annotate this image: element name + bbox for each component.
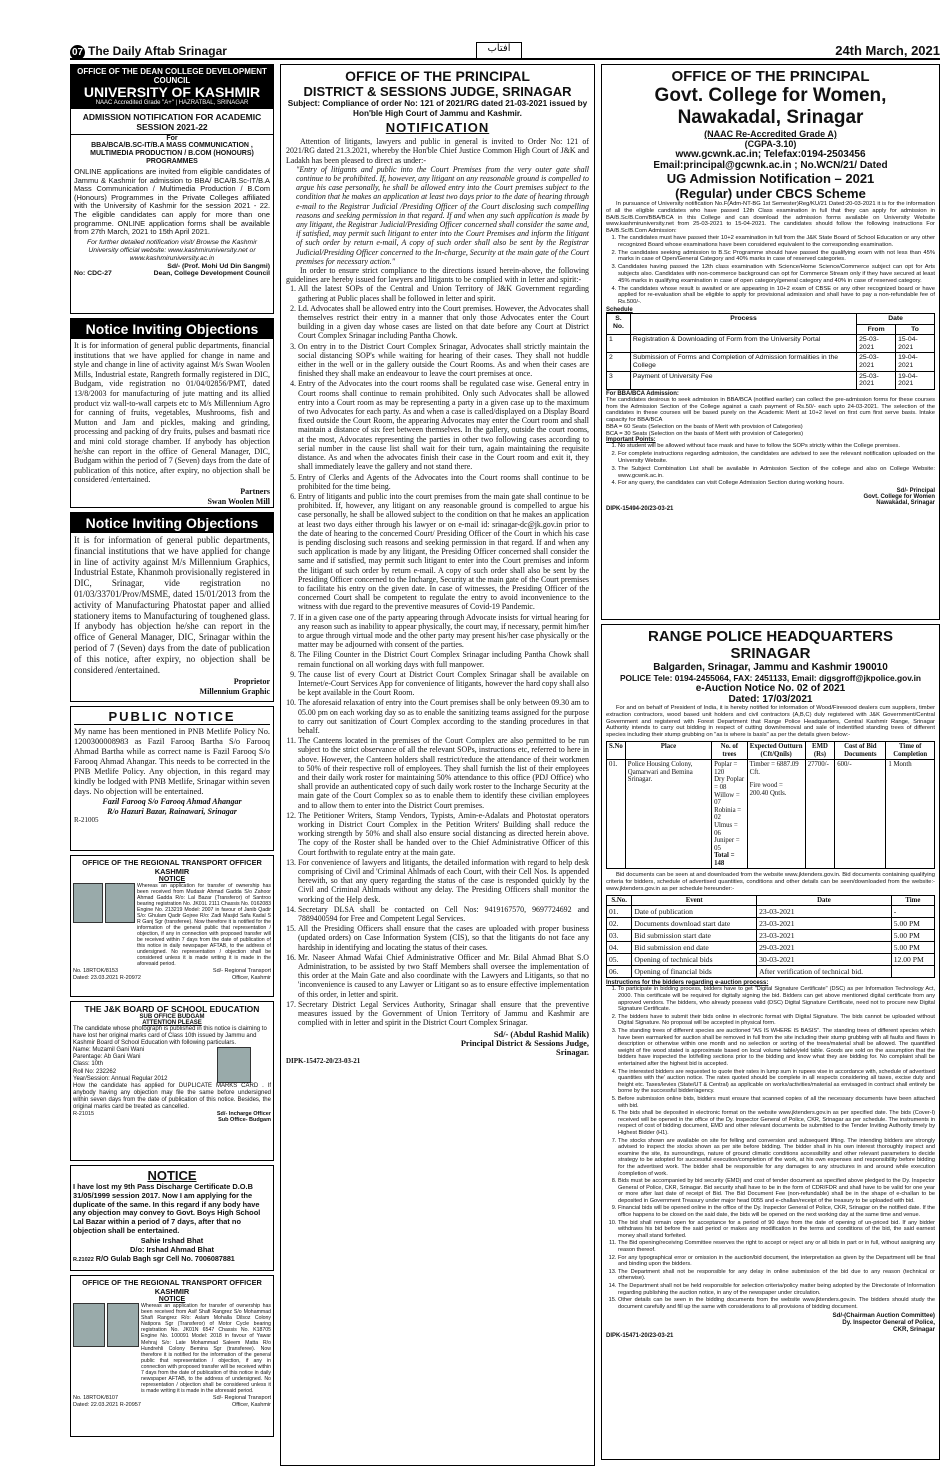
gcw-bba-label: For BBA/BCA Admission: — [606, 390, 679, 397]
judge-guideline-item: 11. The Canteens located in the premises of the Court Complex are also permitted to be run subject to the strict observance of all the relevant SOPs, instructions etc, referred to here in above. However, the Canteen holders shall restrict/reduce the attendance of their workmen to 50% of their respective roll of employees. They shall furnish the list of their employees and their daily work roster for maintaining 50% attendance to this office (PDJ Office) who shall provide an authenticated copy of such daily work roster to the Incharge Security at the main gate of the Court Complex so as to enable them to identify these civilian employees and to allow them to enter into the District Court premises. — [298, 736, 589, 810]
table-cell: 25-03-2021 — [857, 353, 896, 371]
jkbose-sub2: ATTENTION PLEASE — [142, 1020, 202, 1026]
notice-r: R.21022 — [73, 1256, 94, 1263]
police-instruction-item: 12. For any typographical error or omission in the auction/bid document, the interpretation as given by the Department will be final and binding upon the bidders. — [618, 1255, 935, 1268]
judge-notification — [280, 64, 595, 1466]
judge-dipk: DIPK-15472-20/23-03-21 — [286, 1057, 361, 1066]
obj1-sign1: Partners — [240, 486, 270, 496]
police-auction-no: e-Auction Notice No. 02 of 2021 — [695, 683, 846, 694]
gcw-instruction-item: 3. Candidates having passed the 12th class examination with Science/Home Science/Commerce subject can opt for Arts subjects also. Candidates with non-commerce background can opt for Commerce Stream only if they have secured at least 45% marks in qualifying examination in case of open category/general category and 40% in case of reserved category. — [618, 264, 935, 284]
police-auction-notice — [601, 624, 940, 1460]
police-serial: 01. — [607, 760, 626, 869]
table-cell: Bid submission end date — [632, 942, 757, 954]
table-header: Time — [891, 895, 934, 906]
owner-photo — [107, 1303, 139, 1347]
police-bid-info: Bid documents can be seen at and downloaded from the website www.jktenders.gov.in. Bid documents containing qualifying criteria for bidders, schedule of advertised quantities, conditions and other details can be seen/downloaded from the website:- www.jktenders.gov.in as per schedule hereunder:- — [606, 872, 935, 893]
police-outturn-timber: Timber = 6887.09 Cft. — [749, 761, 799, 776]
notice-name: Sahie Irshad Bhat — [140, 1235, 204, 1245]
table-cell: 5.00 PM — [891, 942, 934, 954]
table-header: EMD (Rs) — [805, 741, 835, 759]
gcw-h1: OFFICE OF THE PRINCIPAL — [671, 68, 870, 85]
gcw-important-item: 3. The Subject Combination List shall be available in Admission Section of the college and also on College Website: www.gcwnk.ac.in. — [618, 466, 935, 480]
table-cell: 25-03-2021 — [857, 371, 896, 389]
judge-subject: Subject: Compliance of order No: 121 of 2021/RG dated 21-03-2021 issued by Hon'ble High Court of Jammu and Kashmir. — [287, 99, 588, 118]
public-notice — [70, 706, 274, 851]
table-cell: 30-03-2021 — [757, 954, 892, 966]
police-instruction-item: 10. The bid shall remain open for acceptance for a period of 90 days from the date of opening of un-priced bid. If any bidder withdraws his bid before the said period or makes any modification in the terms and conditions of the bid, the said earnest money shall stand forfeited. — [618, 1220, 935, 1240]
police-instruction-item: 9. Financial bids will be opened online in the office of the Dy. Inspector General of Police, CKR, Srinagar on the notified date. If the office happens to be closed on the said date, the bids will be opened on the next working day at the same time and venue. — [618, 1205, 935, 1218]
table-cell: Bid submission start date — [632, 930, 757, 942]
tree-count: Dry Poplar = 08 — [714, 776, 745, 791]
judge-intro: Attention of litigants, lawyers and public in general is invited to Order No: 121 of 2021/RG dated 21.3.2021, whereby the Hon'ble Chief Justice Common High Court of J&K and Ladakh has been pleased to direct as under:- — [286, 137, 589, 165]
table-cell: Submission of Forms and Completion of Admission formalities in the College — [630, 353, 856, 371]
police-emd: 27700/- — [805, 760, 835, 869]
kashmir-university-ad — [70, 64, 274, 314]
newspaper-logo: آفتاب — [476, 42, 522, 59]
judge-guideline-item: 15. All the Presiding Officers shall ensure that the cases are uploaded with proper business (updated orders) on Case Information System (CIS), so that the litigants do not face any hardship in identifying and locating the status of their cases. — [298, 924, 589, 952]
judge-guideline-item: 17. Secretary District Legal Services Authority, Srinagar shall ensure that the preventive measures issued by the Government of Union Territory of Jammu and Kashmir are complied with in letter and spirit in the District Court Complex Srinagar. — [298, 1000, 589, 1028]
police-total: Total = 148 — [714, 852, 735, 867]
police-sign1: Sd/-(Chairman Auction Committee) — [832, 1312, 935, 1320]
table-cell: 5.00 PM — [891, 918, 934, 930]
obj1-body: It is for information of general public departments, financial institutions that we have applied for change in name and style and change in line of activity against M/s Swan Woolen Mills, Industrial estate, Rangreth formally registered in DIC, Budgam, vide registration no 01/04/02856/PMT, dated 13/8/2003 for manufacturing of jute matting and its allied product viz wall-to-wall carpets etc to M/s Millennium Agro for canning of fruits, vegetables, Mushrooms, fish and Mutton and Jam and pickles, making and grinding, processing and packing of dry fruits, pulses and basmati rice and mini cold storage chamber. If anybody has objection he/she can report in the office of General Manager, DIC, Budgam within the period of 7 (Seven) days from the date of publication of this notice, after expiry, no objection shall be considered /entertained. — [74, 341, 270, 485]
ku-dean-office: OFFICE OF THE DEAN COLLEGE DEVELOPMENT COUNCIL — [77, 67, 267, 85]
gcw-naac: (NAAC Re-Accredited Grade A) — [704, 129, 837, 139]
judge-intro2: In order to ensure strict compliance to the directions issued herein-above, the following guidelines are hereby issued for lawyers and litigants to be complied with in letter and spirit:- — [286, 266, 589, 285]
gcw-important-points — [606, 443, 935, 487]
judge-notification-title: NOTIFICATION — [385, 120, 490, 136]
ku-desig: Dean, College Development Council — [153, 269, 270, 277]
rto2-body: Whereas an application for transfer of ownership has been received from Asif Shafi Rangrez S/o Mohammad Shafi Rangrez R/o: Aslam Mohalla Dilsoz Colony Natipora Sgr (Transferor) of Motor Cycle bearing registration No. JK01N 6547 Chassis No. K18705 Engine No. 100091 Model: 2018 in favour of Yawar Mehraj S/o: Late Mohammad Saleem Matta R/o Hundrehli Colony Bemina Sgr (transferee). Now therefore it is notified for the information of the general public that representation / objection, if any in connection with proposed transfer will be received within 7 days from the date of publication of this notice in daily newspaper AFTAB, to the address of undersigned. No representation / objection shall be considered unless it is made writing it is made in the aforesaid period. — [141, 1303, 271, 1395]
objection-notice-1 — [70, 318, 274, 508]
jkbose-year: Year/Session: Annual Regular 2012 — [73, 1075, 168, 1082]
rto1-title: OFFICE OF THE REGIONAL TRANSPORT OFFICER KASHMIR — [82, 858, 262, 876]
public-no: R-21005 — [74, 816, 99, 825]
table-cell: 23-03-2021 — [757, 930, 892, 942]
notice-parent: D/o: Irshad Ahmad Bhat — [130, 1244, 214, 1254]
table-cell: Opening of technical bids — [632, 954, 757, 966]
police-instruction-item: 13. The Department shall not be responsible for any delay in online submission of the bid due to any reason (technical or otherwise). — [618, 1269, 935, 1282]
gcw-bba-text: The candidates desirous to seek admission in BBA/BCA (notified earlier) can collect the pre-admission forms for these courses from the Admission Section of the College against a cash payment of Rs.50/- each upto 24-03-2021. The selection of the candidates in these courses will be based purely on the Academic Merit at 10+2 level on first cum first serve basis. Intake capacity for BBA/BCA — [606, 396, 935, 424]
police-instruction-item: 5. Before submission online bids, bidders must ensure that scanned copies of all the necessary documents have been attached with bid. — [618, 1096, 935, 1109]
table-cell: 1 — [607, 335, 631, 353]
judge-guideline-item: 9. The cause list of every Court at District Court Complex Srinagar shall be available on Internet/e-Court Services App for convenience of litigants, however the hard copy shall also be kept available in the Court Room. — [298, 670, 589, 698]
judge-guideline-item: 10. The aforesaid relaxation of entry into the Court premises shall be only between 09.30 am to 05.00 pm on each working day so as to enable the sanitizing teams assigned for the purpose to carry out sanitization of Court Complex according to the standing procedures in that behalf. — [298, 698, 589, 735]
left-column — [70, 64, 274, 1466]
table-header: Time of Completion — [886, 741, 935, 759]
gcw-dipk: DIPK-15494-20/23-03-21 — [606, 506, 674, 513]
police-instruction-item: 8. Bids must be accompanied by bid security (EMD) and cost of tender document as specified above pledged to the Dy. Inspector General of Police, CKR, Srinagar. Bid security shall have to be in the form of CDR/FDR and shall have to be valid for one year or more after last date of receipt of Bid. The Bid Document Fee (non-refundable) shall be in the shape of e-challan to be deposited in Government Treasury under major head 0055 and e-challan/receipt of the treasury to be uploaded with bid. — [618, 1178, 935, 1204]
gcw-h3: Nawakadal, Srinagar — [677, 107, 864, 128]
police-time: 1 Month — [886, 760, 935, 869]
rto1-r: R-20972 — [119, 974, 141, 981]
judge-guideline-item: 3. On entry in to the District Court Complex Srinagar, Advocates shall strictly maintain the social distancing SOP's while waiting for hearing of their cases. They shall not huddle either in the well or in the gallery outside the Court Rooms. As and when their cases are finished they shall make an endeavour to leave the court premises at once. — [298, 342, 589, 379]
police-trees-table — [606, 741, 935, 870]
judge-guideline-item: 6. Entry of litigants and public into the court premises from the main gate shall continue to be prohibited. If, however, any litigant on any reasonable ground is compelled to argue his case personally, he shall be allowed subject to the condition on that he makes an application at least two days either through his lawyer or on e-mail id: srinagar-dc@jk.gov.in prior to the date of hearing to the concerned Court/ Presiding Officer of the Court in which his case is pending disclosing such reasons and seeking permission in that regard. If and when any such application is made by any litigant, the Presiding Officer concerned shall consider the same and if satisfied, may permit such litigant to enter into the Court premises and inform the litigant of such order by return e-mail. A copy of such order shall also be sent by the Presiding Officer concerned to the Incharge, Security at the main gate of the Court premises to facilitate his entry on the given date. In case of witnesses, the Presiding Officer of the concerned Court shall be competent to regulate the entry to avoid inconvenience to the witness with due regard to the preventive measures of Covid-19 Pandemic. — [298, 492, 589, 612]
table-header: Event — [632, 895, 757, 906]
table-header: Cost of Bid Documents — [835, 741, 886, 759]
table-cell: After verification of technical bid. — [757, 966, 892, 978]
notice-title: NOTICE — [147, 1168, 197, 1183]
table-cell: 02. — [607, 918, 632, 930]
rto2-sign1: Sd/- Regional Transport — [212, 1395, 271, 1402]
table-row — [607, 353, 935, 371]
gcw-admission-notice — [601, 64, 940, 620]
gcw-instruction-item: 1. The candidates must have passed their 10+2 examination in full from the J&K State Board of School Education or any other recognized Board whose examinations have been considered equivalent to the corresponding examination. — [618, 235, 935, 249]
table-cell: 12.00 PM — [891, 954, 934, 966]
judge-guideline-item: 14. Secretary DLSA shall be contacted on Cell Nos: 9419167570, 9697724692 and 7889400594 for Free and Competent Legal Services. — [298, 905, 589, 923]
gcw-th-process: Process — [630, 313, 856, 334]
masthead — [70, 44, 940, 60]
gcw-schedule-table — [606, 313, 935, 390]
table-row — [607, 371, 935, 389]
table-cell: 06. — [607, 966, 632, 978]
police-instruction-item: 2. The bidders have to submit their bids online in electronic format with Digital Signature. The bids cannot be uploaded without Digital Signature. No proposal will be accepted in physical form. — [618, 1014, 935, 1027]
table-cell: 15-04-2021 — [896, 335, 935, 353]
table-cell: 04. — [607, 942, 632, 954]
obj2-sign2: Millennium Graphic — [199, 686, 270, 696]
table-row — [607, 966, 935, 978]
rto2-r: R-20957 — [119, 1401, 141, 1408]
gcw-schedule-label: Schedule — [606, 306, 633, 313]
police-intro: For and on behalf of President of India, it is hereby notified for information of Wood/Firewood dealers cum suppliers, timber extraction contractors, wood based unit holders and civil contractors (A,B,C) duly registered with J&K Government/Central Government and registered with Forest Department that Range Police Headquarters, Central Kashmir Range, Srinagar Authority intends to carry out bidding in respect of cutting down/removal and sale of indentified standing trees of different species including their stump grubbing on "as is where is basis" as per the details given below:- — [606, 705, 935, 739]
table-cell: Registration & Downloading of Form from the University Portal — [630, 335, 856, 353]
table-cell: Payment of University Fee — [630, 371, 856, 389]
police-sign2: Dy. Inspector General of Police, — [842, 1319, 935, 1327]
gcw-th-date: Date — [857, 313, 935, 324]
ku-naac: NAAC Accredited Grade "A+" | HAZRATBAL, SRINAGAR — [95, 100, 249, 106]
table-cell: 2 — [607, 353, 631, 371]
rto2-no: No. 18RTOK/8107 — [73, 1395, 119, 1402]
rto-notice-2 — [70, 1275, 274, 1437]
table-cell: Documents download start date — [632, 918, 757, 930]
rto2-sign2: Officer, Kashmir — [231, 1401, 271, 1408]
police-instruction-item: 15. Other details can be seen in the bidding documents from the website www.jktenders.gov.in. The bidders should study the document carefully and fill up the same with considerations to all provisions of bidding document. — [618, 1297, 935, 1310]
judge-guideline-item: 16. Mr. Naseer Ahmad Wafai Chief Administrative Officer and Mr. Bilal Ahmad Bhat S.O Administration, to be assisted by two Staff Members shall oversee the implementation of this order at the Main Gate and also coordinate with the Lawyers and Litigants, so that no 'inconvenience is caused to any Lawyer or Litigant so as to ensure effective implementation of this order, in letter and spirit. — [298, 953, 589, 999]
gcw-instruction-item: 2. The candidates seeking admission to B.Sc Programme should have passed the qualifying exam with not less than 45% marks in case of Open/General Category and 40% marks in case of reserved categories. — [618, 250, 935, 264]
owner-photo — [105, 883, 135, 923]
table-cell: Opening of financial bids — [632, 966, 757, 978]
ku-title: ADMISSION NOTIFICATION FOR ACADEMIC SESSION 2021-22 — [71, 112, 273, 135]
police-instructions — [606, 986, 935, 1310]
gcw-cgpa: (CGPA-3.10) — [744, 139, 797, 149]
gcw-instructions — [606, 235, 935, 306]
obj1-title: Notice Inviting Objections — [71, 319, 273, 339]
rto1-sub: NOTICE — [158, 876, 186, 883]
obj2-title: Notice Inviting Objections — [71, 513, 273, 533]
table-cell: 23-03-2021 — [757, 918, 892, 930]
gcw-bba-seats: BBA = 60 Seats (Selection on the basis of Merit with provision of Categories) — [606, 423, 803, 430]
gcw-sign2: Govt. College for Women — [863, 494, 935, 501]
gcw-email: Email:principal@gcwnk.ac.in ; No.WCN/21/ Dated — [653, 160, 888, 171]
table-cell: 5.00 PM — [891, 930, 934, 942]
gcw-th-to: To — [896, 324, 935, 335]
jkbose-title: THE J&K BOARD OF SCHOOL EDUCATION — [84, 1004, 260, 1014]
police-instruction-item: 11. The Bid opening/receiving Committee reserves the right to accept or reject any or all bids in part or in full, without assigning any reason thereof. — [618, 1240, 935, 1253]
table-row — [607, 918, 935, 930]
ku-no: No: CDC-27 — [74, 269, 112, 277]
table-header: No. of trees — [712, 741, 748, 759]
ku-body: ONLINE applications are invited from eligible candidates of Jammu & Kashmir for admission to BBA/ BCA/B.Sc-IT/B.A Mass Communication / Multimedia Production / B.Com (Honours) Programmes in the Private Colleges affiliated with the University of Kashmir for the session 2021 - 22. The eligible candidates can apply for more than one programme. ONLINE application forms shall be available from 27th March, 2021 to 15th April 2021. — [74, 167, 270, 237]
jkbose-class: Class: 10th — [73, 1061, 104, 1068]
judge-sign1: Sd/- (Abdul Rashid Malik) — [493, 1030, 589, 1040]
gcw-th-sno: S. No. — [607, 313, 631, 334]
rto1-body: Whereas an application for transfer of ownership has been received from Mudasir Ahmad Gadda S/o Zahoor Ahmad Gadda R/o: Lal Bazar (Transferor) of Santroo bearing registration No. JK01L 2111 Chassis No. 0162083 Engine No. 213219 Model: 2007 in favour of Janib Qadir S/o: Ghulam Qadir Gojree R/o: Zadi Masjid Safa Kadal S R Ganj Sgr (transferee). Now therefore it is notified for the information of the general public that representation / objection, if any in connection with proposed transfer will be received within 7 days from the date of publication of this notice in daily newspaper AFTAB, to the address of undersigned. No representation / objection shall be considered unless it is made writing it is made in the aforesaid period. — [137, 883, 271, 967]
police-instruction-item: 6. The bids shall be deposited in electronic format on the website www.jktenders.gov.in as per specified date. The bids (Cover-I) received will be opened in the office of the Dy. Inspector General of Police, CKR, Srinagar as per schedule. The instruments in respect of cost of bidding document, EMD and other relevant documents be submitted to the Tender Inviting Authority timely by Highest Bidder (H1). — [618, 1110, 935, 1136]
jkbose-name: Name: Muzamil Gani Wani — [73, 1047, 145, 1053]
gcw-important-item: 2. For complete instructions regarding admission, the candidates are advised to see the relevant notification uploaded on the University Website. — [618, 451, 935, 465]
jkbose-sub1: SUB OFFICE BUDGAM — [139, 1014, 205, 1020]
police-instruction-item: 14. The Department shall not be held responsible for selection criteria/policy matter being adopted by the Directorate of Information regarding publishing the auction notice, in any of the newspaper under circulation. — [618, 1283, 935, 1296]
judge-guidelines — [286, 284, 589, 1027]
judge-guideline-item: 13. For convenience of lawyers and litigants, the detailed information with regard to help desk comprising of Civil and 'Criminal Ahlmads of each Court, with their Cell Nos. Is appended herewith, so that any query regarding the status of the case is responded quickly by the Civil and Criminal Ahlmads without any delay. The Presiding Officers shall monitor the working of the Help desk. — [298, 858, 589, 904]
public-body: My name has been mentioned in PNB Metlife Policy No. 1200300008983 as Fazil Farooq Bartha S/o Farooq Ahmad Bartha while as correct name is Fazil Farooq S/o Farooq Ahmad Ahangar. This needs to be corrected in the PNB Metlife Policy. Any objection, in this regard may kindly be lodged with PNB Metlife, Srinagar within seven days. No objection will be entertained. — [74, 727, 270, 796]
tree-count: Robinia = 02 — [714, 806, 742, 822]
judge-quote: "Entry of litigants and public into the Court Premises from the very outer gate shall continue to be prohibited. If, however, any litigant on any reasonable ground is compelled to argue his case personally, he shall be allowed entry into the Court premises subject to the condition that he makes an application at least two days prior to the date of hearing through e-mail to the Registrar Judicial /Presiding Officer of the Court disclosing such compelling reasons and seeking permission in that regard. If and when any such application is made by any litigant, the Registrar Judicial/Presiding Officer concerned shall consider the same and, if satisfied, may permit such litigant to enter into the Court Premises and inform the litigant of such order by return e-mail, A copy of such order shall also be sent by the Registrar Judicial/Presiding Officer concerned to the In-charge, Security at the main gate of the Court premises for necessary action." — [296, 164, 589, 266]
tree-count: Poplar = 120 — [714, 761, 738, 776]
rto1-no: No. 18RTOK/8153 — [73, 968, 119, 974]
ku-sign: Sd/- (Prof. Mohi Ud Din Sangmi) — [167, 262, 270, 270]
rto1-sign1: Sd/- Regional Transport — [212, 968, 271, 974]
table-cell: 03. — [607, 930, 632, 942]
public-title: PUBLIC NOTICE — [74, 709, 270, 725]
table-cell — [891, 966, 934, 978]
judge-h2: DISTRICT & SESSIONS JUDGE, SRINAGAR — [303, 84, 572, 99]
issue-date: 24th March, 2021 — [835, 43, 940, 58]
gcw-th-from: From — [857, 324, 896, 335]
gcw-imp-label: Important Points: — [606, 437, 656, 444]
lost-certificate-notice — [70, 1165, 274, 1271]
jkbose-r: R-21015 — [73, 1111, 95, 1118]
police-h1: RANGE POLICE HEADQUARTERS SRINAGAR — [647, 628, 894, 662]
gcw-instruction-item: 4. The candidates whose result is awaited or are appearing in 10+2 exam of CBSE or any other recognized board or have applied for re-evaluation shall be eligible to apply for provisional admission and shall have to pay a non-refundable fee of Rs.500/-. — [618, 286, 935, 306]
gcw-ug2: (Regular) under CBCS Scheme — [675, 186, 866, 201]
rto-notice-1 — [70, 855, 274, 997]
police-dipk: DIPK-15471-20/23-03-21 — [606, 1333, 674, 1340]
police-instruction-item: 4. The interested bidders are requested to quote their rates in lump sum in rupees vise in accordance with, schedule of advertised quantities with the' auction notice. The rates quoted should be complete in all respects considering all taxes, excise duty and freight etc. Taxes/levies (State/UT & Central) as applicable on works/activities/material as envisaged in contract shall entirely be borne by the successful bidder/agency. — [618, 1069, 935, 1095]
objection-notice-2 — [70, 512, 274, 702]
police-h2: Balgarden, Srinagar, Jammu and Kashmir 190010 — [653, 662, 888, 673]
gcw-intro: In pursuance of University notification No.F(Adm-NT-BG 1st Semester)Reg/KU/21 Dated:20-03-2021 it is for the information of all the eligible candidates who have passed 12th Class examination in full that they can apply for admission in BA/B.Sc/B.Com/BBA/BCA in this College and can download the admission forms available on University Website www.kashmiruniversity.net from 25-03-2021 to 15-04-2021. The candidates should follow the following instructions For BA/B.Sc/B.Com Admission: — [606, 201, 935, 235]
rto1-sign2: Officer, Kashmir — [231, 974, 271, 981]
owner-photo — [73, 883, 103, 923]
gcw-bca-seats: BCA = 30 Seats (Selection on the basis of Merit with provision of Categories) — [606, 430, 804, 437]
table-header: S.No. — [607, 895, 632, 906]
police-instructions-label: Instructions for the bidders regarding e-auction process: — [606, 980, 769, 987]
judge-sign3: Srinagar. — [556, 1048, 589, 1058]
judge-guideline-item: 12. The Petitioner Writers, Stamp Vendors, Typists, Amin-e-Adalats and Photostat operators working in District Court Complex in the Petition Writers' Building shall reduce the working strength by 50% and shall also ensure social distancing as directed herein above. The copy of the Roster shall be handed over to the Chief Administrative Officer of this Court forthwith to regulate entry at the main gate. — [298, 811, 589, 857]
police-instruction-item: 3. The standing trees of different species are auctioned "AS IS WHERE IS BASIS". The standing trees of different species which have been earmarked for auction shall be removed in full from the site including their stump grubbing with all faults and flaws in description or otherwise within one month and no selection or sorting of the trees/material shall be allowed. The quantified weight of fire wood stated is approximate based on local volume table/yield table. Goods are sold on the assumption that the bidders have inspected the lot/felling sections prior to the bidding and know what they are bidding for. No complaint shall be entertained after the highest bid is accepted. — [618, 1028, 935, 1068]
jkbose-body2: How the candidate has applied for DUPLICATE MARKS CARD . If anybody having any objection may file the same before undersigned within seven days from the date of publication of this notice. Besides, the original marks card be treated as cancelled. — [73, 1083, 271, 1111]
table-cell: 01. — [607, 906, 632, 918]
notice-address: R/O Gulab Bagh sgr Cell No. 7006087881 — [95, 1253, 235, 1263]
rto2-dated: Dated: 22.03.2021 — [73, 1401, 119, 1408]
table-row — [607, 335, 935, 353]
judge-guideline-item: 1. All the latest SOPs of the Central and Union Territory of J&K Government regarding gathering at Public places shall be followed in letter and spirit. — [298, 284, 589, 302]
police-tel: POLICE Tele: 0194-2455064, FAX: 2451133, Email: digsgroff@jkpolice.gov.in — [619, 673, 922, 683]
rto1-dated: Dated: 23.03.2021 — [73, 974, 119, 981]
police-instruction-item: 1. To participate in bidding process, bidders have to get "Digital Signature Certificate" (DSC) as per Information Technology Act, 2000. This certificate will be required for digitally signing the bid. Bidders can get above mentioned digital certificate from any approved vendors. The bidders, who already possess valid (DSC) Digital Signature Certificate, need not to procure new Digital Signature Certificate. — [618, 986, 935, 1012]
judge-sign2: Principal District & Sessions Judge, — [460, 1039, 589, 1049]
jkbose-body: The candidate whose photograph is published in this notice is claiming to have lost her original marks card of Class 10th issued by Jammu and Kashmir Board of School Education with following particulars. — [73, 1026, 267, 1046]
table-header: Date — [757, 895, 892, 906]
public-sign1: Fazil Farooq S/o Farooq Ahmad Ahangar — [102, 797, 242, 806]
owner-photo — [73, 1303, 105, 1347]
judge-guideline-item: 5. Entry of Clerks and Agents of the Advocates into the Court rooms shall continue to be prohibited for the time being. — [298, 473, 589, 491]
jkbose-sign2: Sub Office- Budgam — [218, 1117, 271, 1124]
table-cell: 05. — [607, 954, 632, 966]
police-place: Police Housing Colony, Qamarwari and Bemina Srinagar. — [625, 760, 711, 869]
tree-count: Juniper = 05 — [714, 837, 740, 852]
tree-count: Willow = 07 — [714, 791, 740, 807]
table-cell: 19-04-2021 — [896, 353, 935, 371]
police-instruction-item: 7. The stocks shown are available on site for felling and conversion and subsequent lifting. The intending bidders are strongly advised to inspect the stocks shown as per site before bidding. The bidder shall in his own interest thoroughly inspect and examine the site, its surroundings, nature of ground climatic conditions accessibility and other relevant parameters to decide strategy to be adopted for successful execution/completion of the work, at his own expenses and responsibility before bidding for the advertised work. The bidder shall be responsible for any damages to any structures in and around while execution /completion of work. — [618, 1138, 935, 1178]
gcw-web: www.gcwnk.ac.in; Telefax:0194-2503456 — [675, 149, 866, 160]
table-header: Expected Outturn (Cft/Qnils) — [747, 741, 805, 759]
gcw-ug1: UG Admission Notification – 2021 — [666, 171, 875, 186]
table-header: Place — [625, 741, 711, 759]
gcw-sign3: Nawakadal, Srinagar — [876, 500, 935, 507]
gcw-important-item: 4. For any query, the candidates can visit College Admission Section during working hours. — [618, 480, 935, 487]
jkbose-sign1: Sd/- Incharge Officer — [216, 1111, 271, 1118]
table-row — [607, 942, 935, 954]
obj1-sign2: Swan Woolen Mill — [207, 496, 270, 506]
table-cell: 23-03-2021 — [757, 906, 892, 918]
public-sign2: R/o Hazuri Bazar, Rainawari, Srinagar — [107, 806, 237, 816]
notice-body: I have lost my 9th Pass Discharge Certificate D.O.B 31/05/1999 session 2017. Now I am applying for the duplicate of the same. In this regard if any body have any objection may convey to Govt. Boys High School Lal Bazar within a period of 7 days, after that no objection shall be entertained. — [73, 1182, 261, 1235]
table-cell: 25-03-2021 — [857, 335, 896, 353]
table-cell: 3 — [607, 371, 631, 389]
ku-visit: For further detailed notification visit/ Browse the Kashmir University official website: www.kashmiruniversity.net or www.kashmiruniversity.ac.in — [87, 238, 257, 262]
gcw-important-item: 1. No student will be allowed without face mask and have to follow the SOPs strictly within the College premises. — [618, 443, 935, 450]
gcw-h2: Govt. College for Women, — [654, 85, 887, 106]
page-number: 07 The Daily Aftab Srinagar — [71, 44, 227, 58]
table-cell: Date of publication — [632, 906, 757, 918]
ku-courses: BBA/BCA/B.SC-IT/B.A MASS COMMUNICATION , MULTIMEDIA PRODUCTION / B.COM (HONOURS) PROGRAMMES — [90, 142, 254, 165]
rto2-sub: NOTICE — [158, 1296, 186, 1303]
jkbose-parentage: Parentage: Ab Gani Wani — [73, 1054, 141, 1061]
right-column — [601, 64, 940, 1466]
judge-guideline-item: 4. Entry of the Advocates into the court rooms shall be regulated case wise. General entry in Court rooms shall continue to remain prohibited. Only such Advocates shall be allowed entry into a Court room as may be representing a party in a given case up to the maximum of two Advocates for each party. As and when a case is called/displayed on a Display Board fixed outside the Court Room, the appearing Advocates may enter the Court room and shall maintain a distance of six feet between themselves. In the gallery, outside the court rooms, at the most, Advocates representing the parties in other two following cases according to serial number in the cause list shall wait for their turn, again maintaining the requisite distance. As and when the advocates finish their case in the Court room and exit it, they shall immediately leave the gallery and not stand there. — [298, 379, 589, 471]
ku-name: UNIVERSITY OF KASHMIR — [83, 84, 261, 100]
table-header: S.No — [607, 741, 626, 759]
tree-count: Ulmus = 06 — [714, 821, 738, 837]
candidate-photo — [217, 1047, 251, 1083]
table-row — [607, 954, 935, 966]
table-row — [607, 906, 935, 918]
judge-h1: OFFICE OF THE PRINCIPAL — [345, 68, 530, 84]
police-trees — [712, 760, 748, 869]
table-cell: 29-03-2021 — [757, 942, 892, 954]
gcw-sign1: Sd/- Principal — [896, 488, 935, 495]
police-cost: 600/- — [835, 760, 886, 869]
police-dated: Dated: 17/03/2021 — [728, 694, 813, 705]
rto2-title: OFFICE OF THE REGIONAL TRANSPORT OFFICER KASHMIR — [82, 1278, 262, 1296]
judge-guideline-item: 7. If in a given case one of the party appearing through Advocate insists for virtual hearing for any reason such as inability to appear physically, the court may, if necessary, permit him/her to argue through virtual mode and the other party may present his/her case physically or the matter may be adjourned with consent of the parties. — [298, 613, 589, 650]
judge-guideline-item: 8. The Filing Counter in the District Court Complex Srinagar including Pantha Chowk shall remain functional on all working days with full manpower. — [298, 650, 589, 668]
police-outturn-firewood: Fire wood = 200.40 Qntls. — [749, 782, 787, 797]
judge-guideline-item: 2. Ld. Advocates shall be allowed entry into the Court premises. However, the Advocates shall themselves restrict their entry in a manner that only those Advocates enter the Court building in a given day whose cases are listed on that date before any Court at District Court Complex Srinagar including Pantha Chowk. — [298, 304, 589, 341]
table-row — [607, 930, 935, 942]
police-sign3: CKR, Srinagar — [893, 1326, 935, 1334]
police-schedule-table — [606, 895, 935, 979]
jkbose-notice — [70, 1001, 274, 1161]
jkbose-roll: Roll No: 232262 — [73, 1068, 117, 1075]
obj2-sign1: Proprietor — [233, 677, 270, 687]
obj2-body: It is for information of general public departments, financial institutions that we have applied for change in line of activity against M/s Millennium Graphics, Industrial Estate, Khanmoh provisionally registered in DIC, Srinagar, vide registration no 01/03/33701/Prov/MSME, dated 15/01/2013 from the activity of Manufacturing Phatostat paper and allied stationery items to Manufacturing of toughened glass. If anybody has objection he/she can report in the office of General Manager, DIC, Srinagar within the period of 7 (Seven) days from the date of publication of this notice, after expiry, no objection shall be considered /entertained. — [74, 535, 270, 675]
ku-for: For — [166, 135, 178, 142]
table-cell: 19-04-2021 — [896, 371, 935, 389]
table-cell: - — [891, 906, 934, 918]
